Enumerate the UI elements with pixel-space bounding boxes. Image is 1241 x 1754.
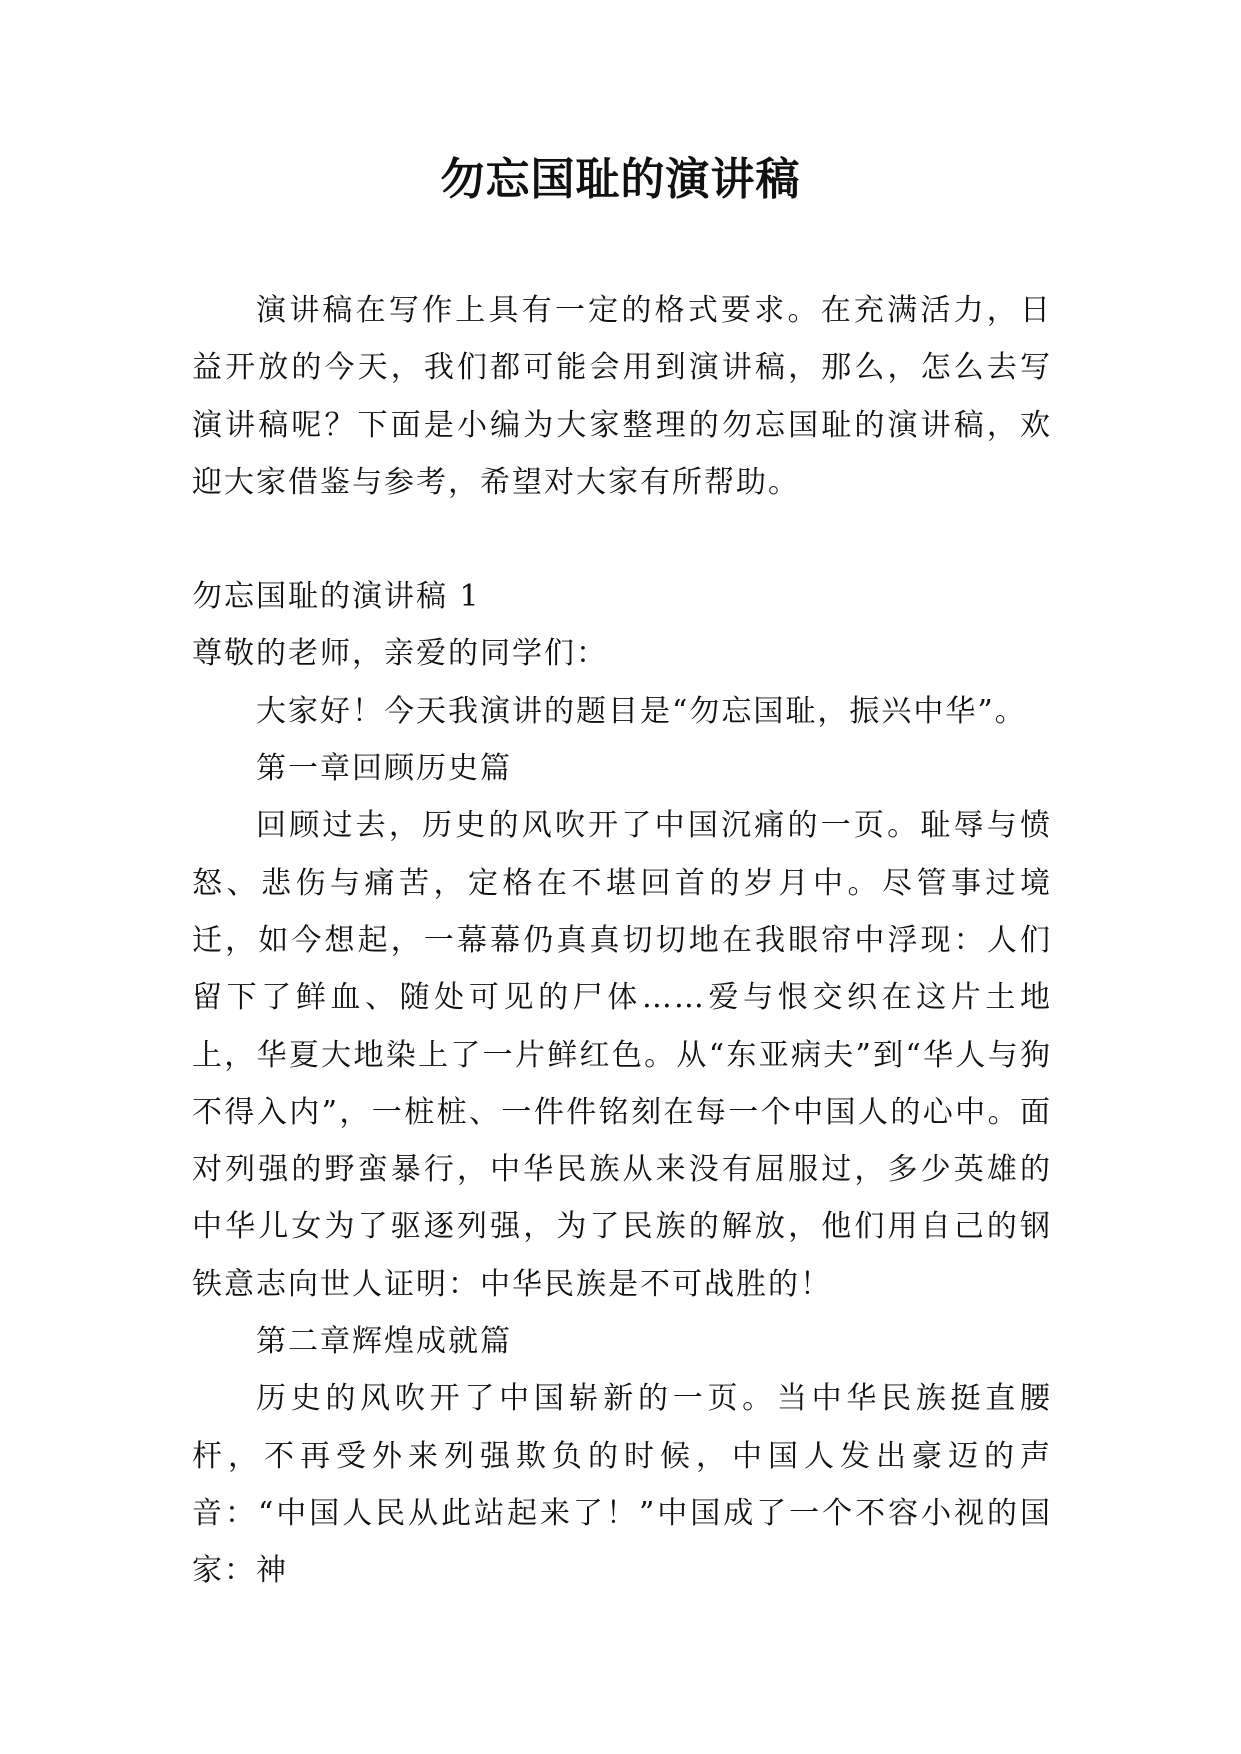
salutation: 尊敬的老师，亲爱的同学们： [192,636,608,672]
greeting-paragraph: 大家好！今天我演讲的题目是“勿忘国耻，振兴中华”。 [256,693,1027,729]
section-heading: 勿忘国耻的演讲稿 1 [192,579,481,615]
paragraph-spacer [192,511,1052,568]
chapter-two-title: 第二章辉煌成就篇 [256,1324,512,1360]
chapter-one-paragraph: 回顾过去，历史的风吹开了中国沉痛的一页。耻辱与愤怒、悲伤与痛苦，定格在不堪回首的岁月中。尽管事过境迁，如今想起，一幕幕仍真真切切地在我眼帘中浮现：人们留下了鲜血、随处可见的尸体……爱与恨交织在这片土地上，华夏大地染上了一片鲜红色。从“东亚病夫”到“华人与狗不得入内”，一桩桩、一件件铭刻在每一个中国人的心中。面对列强的野蛮暴行，中华民族从来没有屈服过，多少英雄的中华儿女为了驱逐列强，为了民族的解放，他们用自己的钢铁意志向世人证明：中华民族是不可战胜的！ [192,808,1052,1302]
document-body [192,282,1052,1600]
intro-paragraph: 演讲稿在写作上具有一定的格式要求。在充满活力，日益开放的今天，我们都可能会用到演讲稿，那么，怎么去写演讲稿呢？下面是小编为大家整理的勿忘国耻的演讲稿，欢迎大家借鉴与参考，希望对大家有所帮助。 [192,293,1052,500]
chapter-two-paragraph: 历史的风吹开了中国崭新的一页。当中华民族挺直腰杆，不再受外来列强欺负的时候，中国人发出豪迈的声音：“中国人民从此站起来了！”中国成了一个不容小视的国家：神 [192,1381,1052,1589]
document-title: 勿忘国耻的演讲稿 [440,154,801,205]
chapter-one-title: 第一章回顾历史篇 [256,751,512,787]
